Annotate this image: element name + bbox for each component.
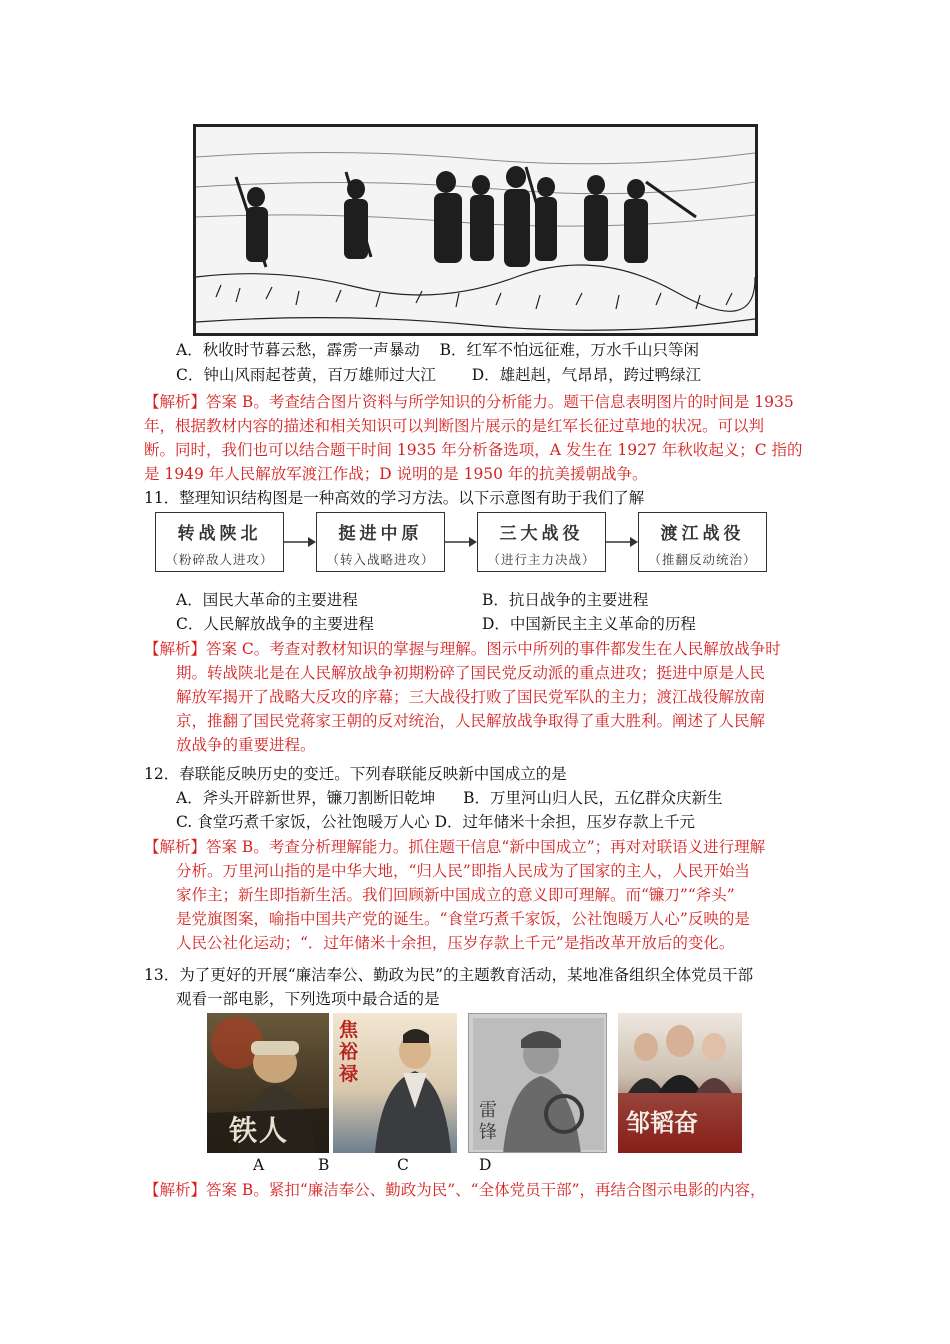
q12-analysis-line: 【解析】答案 B。考查分析理解能力。抓住题干信息“新中国成立”；再对对联语义进行理解 xyxy=(144,838,766,856)
arrow-right-icon xyxy=(284,534,316,550)
q12-analysis-line: 分析。万里河山指的是中华大地，“归人民”即指人民成为了国家的主人，人民开始当 xyxy=(176,862,750,880)
q12-options-row-1 xyxy=(176,786,722,810)
red-army-grassland-woodcut-image xyxy=(193,124,758,336)
flow-box-subtitle: （进行主力决战） xyxy=(487,552,596,567)
flow-box-subtitle: （推翻反动统治） xyxy=(648,552,757,567)
q10-option-b: B．红军不怕远征难，万水千山只等闲 xyxy=(439,341,699,359)
movie-poster-d xyxy=(618,1013,742,1153)
flow-box-subtitle: （粉碎敌人进攻） xyxy=(165,552,274,567)
q10-option-d: D．雄赳赳，气昂昂，跨过鸭绿江 xyxy=(471,366,702,384)
poster-title: 铁人 xyxy=(229,1114,290,1147)
q11-flow-diagram xyxy=(155,512,767,574)
poster-title: 雷锋 xyxy=(479,1100,497,1143)
q10-analysis-line: 断。同时，我们也可以结合题干时间 1935 年分析备选项，A 发生在 1927 年秋收起义；C 指的 xyxy=(144,441,803,459)
q11-stem: 11．整理知识结构图是一种高效的学习方法。以下示意图有助于我们了解 xyxy=(144,489,645,507)
q10-analysis-line: 年，根据教材内容的描述和相关知识可以判断图片展示的是红军长征过草地的状况。可以判 xyxy=(144,417,765,435)
q11-option-a: A．国民大革命的主要进程 xyxy=(176,591,358,609)
arrow-right-icon xyxy=(606,534,638,550)
poster-title: 邹韬奋 xyxy=(626,1108,698,1137)
q12-options-cd: C. 食堂巧煮千家饭，公社饱暖万人心 D．过年储米十余担，压岁存款上千元 xyxy=(176,813,696,831)
movie-poster-b xyxy=(333,1013,457,1153)
q11-analysis-line: 放战争的重要进程。 xyxy=(176,736,316,754)
q10-option-a: A．秋收时节暮云愁，霹雳一声暴动 xyxy=(176,341,420,359)
q11-option-b: B．抗日战争的主要进程 xyxy=(482,591,649,609)
q11-analysis-line: 解放军揭开了战略大反攻的序幕；三大战役打败了国民党军队的主力；渡江战役解放南 xyxy=(176,688,766,706)
movie-poster-c xyxy=(468,1013,607,1153)
arrow-right-icon xyxy=(445,534,477,550)
poster-label-d: D xyxy=(479,1156,492,1174)
q11-option-c: C．人民解放战争的主要进程 xyxy=(176,615,374,633)
q10-analysis-line: 【解析】答案 B。考查结合图片资料与所学知识的分析能力。题干信息表明图片的时间是 1935 xyxy=(144,393,794,411)
q12-analysis-line: 人民公社化运动；“．过年储米十余担，压岁存款上千元”是指改革开放后的变化。 xyxy=(176,934,735,952)
flow-box-subtitle: （转入战略进攻） xyxy=(326,552,435,567)
flow-box-title: 转战陕北 xyxy=(177,524,262,544)
q12-option-a: A．斧头开辟新世界，镰刀割断旧乾坤 xyxy=(176,789,436,807)
q11-analysis-line: 期。转战陕北是在人民解放战争初期粉碎了国民党反动派的重点进攻；挺进中原是人民 xyxy=(176,664,766,682)
q10-options-row-1 xyxy=(176,338,699,362)
flow-box-1 xyxy=(155,512,284,572)
poster-label-b: B xyxy=(318,1156,330,1174)
flow-box-2 xyxy=(316,512,445,572)
q12-stem: 12．春联能反映历史的变迁。下列春联能反映新中国成立的是 xyxy=(144,765,567,783)
flow-box-title: 挺进中原 xyxy=(338,524,423,544)
poster-label-a: A xyxy=(253,1156,265,1174)
q13-stem-line-1: 13．为了更好的开展“廉洁奉公、勤政为民”的主题教育活动，某地准备组织全体党员干部 xyxy=(144,966,754,984)
q10-option-c: C．钟山风雨起苍黄，百万雄师过大江 xyxy=(176,366,436,384)
poster-title: 焦裕禄 xyxy=(339,1019,359,1085)
flow-box-4 xyxy=(638,512,767,572)
q12-option-b: B．万里河山归人民，五亿群众庆新生 xyxy=(463,789,723,807)
q10-options-row-2 xyxy=(176,363,701,387)
q13-analysis-line: 【解析】答案 B。紧扣“廉洁奉公、勤政为民”、“全体党员干部”，再结合图示电影的内容， xyxy=(144,1181,766,1199)
flow-box-title: 渡江战役 xyxy=(660,524,745,544)
poster-label-c: C xyxy=(397,1156,409,1174)
q12-analysis-line: 是党旗图案，喻指中国共产党的诞生。“食堂巧煮千家饭，公社饱暖万人心”反映的是 xyxy=(176,910,750,928)
q11-analysis-line: 京，推翻了国民党蒋家王朝的反对统治，人民解放战争取得了重大胜利。阐述了人民解 xyxy=(176,712,766,730)
q13-stem-line-2: 观看一部电影，下列选项中最合适的是 xyxy=(176,990,440,1008)
movie-poster-a xyxy=(207,1013,329,1153)
flow-box-3 xyxy=(477,512,606,572)
q11-analysis-line: 【解析】答案 C。考查对教材知识的掌握与理解。图示中所列的事件都发生在人民解放战争时 xyxy=(144,640,781,658)
q12-analysis-line: 家作主；新生即指新生活。我们回顾新中国成立的意义即可理解。而“镰刀”“斧头” xyxy=(176,886,735,904)
q11-option-d: D．中国新民主主义革命的历程 xyxy=(482,615,696,633)
flow-box-title: 三大战役 xyxy=(499,524,584,544)
q10-analysis-line: 是 1949 年人民解放军渡江作战；D 说明的是 1950 年的抗美援朝战争。 xyxy=(144,465,648,483)
